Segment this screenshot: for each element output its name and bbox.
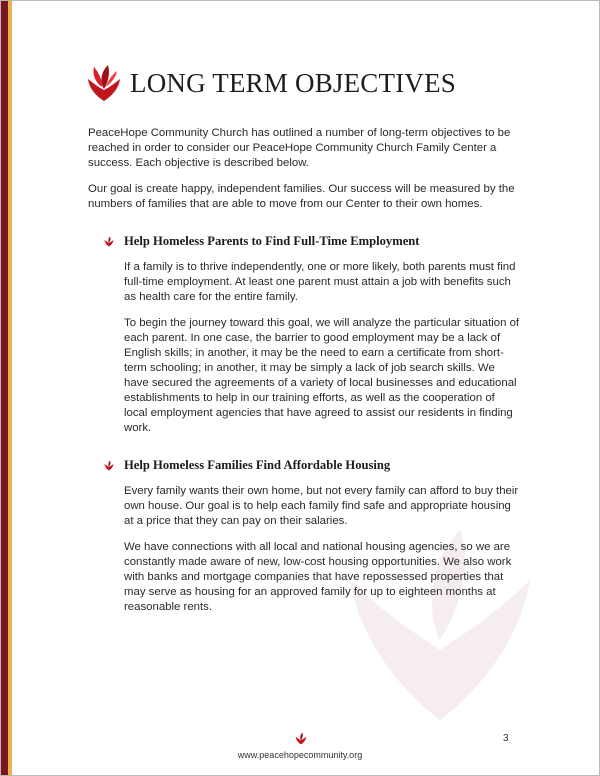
section-heading xyxy=(104,234,520,249)
section-body xyxy=(124,260,520,436)
page-number: 3 xyxy=(503,733,509,744)
section-title: Help Homeless Parents to Find Full-Time Employment xyxy=(124,234,420,248)
objective-section-employment xyxy=(88,234,520,436)
section-body xyxy=(124,484,520,615)
page-content xyxy=(88,126,520,626)
section-title: Help Homeless Families Find Affordable Housing xyxy=(124,458,391,472)
page-header xyxy=(86,62,456,104)
left-gold-stripe xyxy=(8,1,12,775)
section-paragraph: We have connections with all local and national housing agencies, so we are constantly made aware of new, low-cost housing opportunities. We also work with banks and mortgage companies that have repossessed properties that may serve as housing for an approved family for up to eighteen months at reasonable rents. xyxy=(124,541,512,613)
dove-footer-icon xyxy=(295,732,307,745)
left-maroon-stripe xyxy=(1,1,8,775)
page-title: LONG TERM OBJECTIVES xyxy=(130,67,457,98)
section-paragraph: Every family wants their own home, but not every family can afford to buy their own house. Our goal is to help each family find safe and appropriate housing at a price that they can pay on their salaries. xyxy=(124,485,519,527)
section-paragraph: If a family is to thrive independently, one or more likely, both parents must find full-time employment. At least one parent must attain a job with benefits such as health care for the entire family. xyxy=(124,261,516,303)
footer-website-url: www.peacehopecommunity.org xyxy=(237,750,363,760)
section-heading xyxy=(104,458,520,473)
dove-hands-logo-icon xyxy=(86,63,122,103)
intro-paragraph: PeaceHope Community Church has outlined a number of long-term objectives to be reached in order to consider our PeaceHope Community Church Family Center a success. Each objective is described below. xyxy=(88,127,511,169)
objective-section-housing xyxy=(88,458,520,615)
dove-bullet-icon xyxy=(104,460,114,471)
section-paragraph: To begin the journey toward this goal, we will analyze the particular situation of each parent. In one case, the barrier to good employment may be a lack of English skills; in another, it may be the need to earn a certificate from short-term schooling; in another, it may be simply a lack of job search skills. We have secured the agreements of a variety of local businesses and educational establishments to help in our training efforts, as well as the cooperation of local employment agencies that have agreed to assist our residents in finding work. xyxy=(124,317,520,434)
intro-paragraph: Our goal is create happy, independent families. Our success will be measured by the numbers of families that are able to move from our Center to their own homes. xyxy=(88,183,515,210)
dove-bullet-icon xyxy=(104,236,114,247)
